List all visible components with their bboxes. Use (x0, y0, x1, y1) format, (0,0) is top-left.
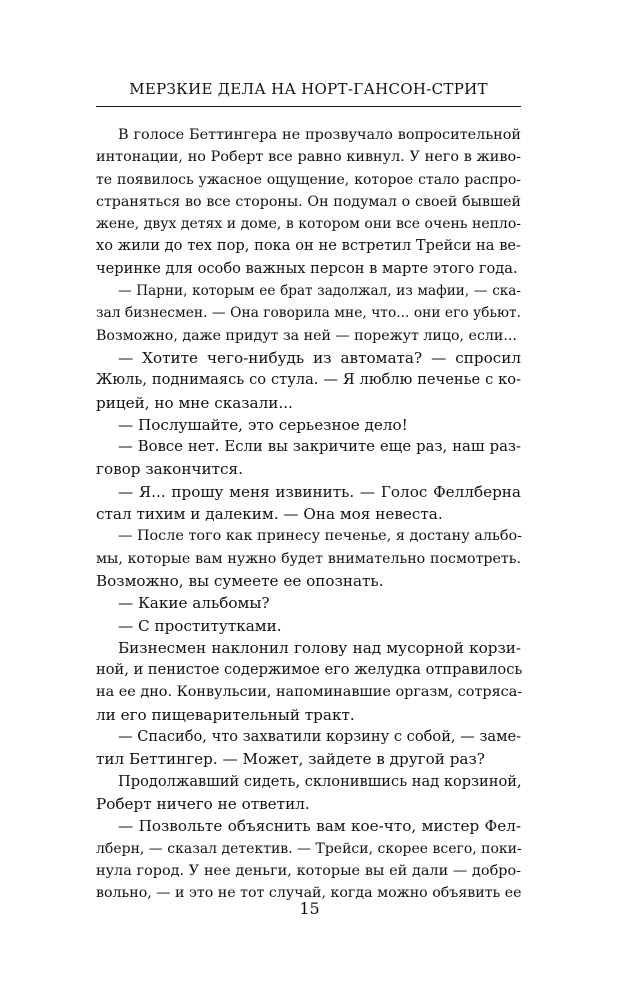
body-text (96, 124, 521, 904)
text-line: Роберт ничего не ответил. (96, 794, 310, 813)
text-line: рицей, но мне сказали... (96, 393, 293, 412)
running-header (96, 80, 521, 107)
text-line: вольно, — и это не тот случай, когда можно объявить ее (96, 885, 522, 902)
text-line: — Спасибо, что захватили корзину с собой, — заме- (118, 728, 522, 746)
text-line: — Хотите чего-нибудь из автомата? — спросил (118, 348, 521, 367)
text-line: — После того как принесу печенье, я достану альбо- (118, 528, 523, 545)
text-line: В голосе Беттингера не прозвучало вопросительной (118, 127, 521, 143)
text-line: Возможно, вы сумеете ее опознать. (96, 571, 384, 590)
text-line: зал бизнесмен. — Она говорила мне, что... они его убьют. (96, 305, 521, 322)
text-line: нула город. У нее деньги, которые вы ей дали — добро- (96, 862, 521, 879)
text-line: мы, которые вам нужно будет внимательно посмотреть. (96, 550, 521, 567)
text-line: жене, двух детях и доме, в котором они все очень непло- (96, 216, 521, 233)
text-line: стал тихим и далеким. — Она моя невеста. (96, 505, 443, 524)
text-line: Бизнесмен наклонил голову над мусорной корзи- (118, 638, 521, 657)
text-line: черинке для особо важных персон в марте этого года. (96, 259, 518, 277)
text-line: Жюль, поднимаясь со стула. — Я люблю печенье с ко- (96, 371, 521, 389)
text-line: — С проститутками. (118, 616, 282, 635)
text-line: — Какие альбомы? (118, 594, 270, 613)
text-line: — Послушайте, это серьезное дело! (118, 415, 408, 434)
text-line: тил Беттингер. — Может, зайдете в другой раз? (96, 750, 485, 769)
text-line: на ее дно. Конвульсии, напоминавшие оргазм, сотряса- (96, 684, 523, 701)
text-line: Продолжавший сидеть, склонившись над корзиной, (118, 772, 522, 790)
text-line: лберн, — сказал детектив. — Трейси, скорее всего, поки- (96, 840, 522, 857)
text-line: ли его пищеварительный тракт. (96, 705, 355, 724)
page-number: 15 (299, 899, 320, 918)
text-line: страняться во все стороны. Он подумал о своей бывшей (96, 193, 521, 210)
text-line: — Вовсе нет. Если вы закричите еще раз, наш раз- (118, 438, 521, 456)
text-line: хо жили до тех пор, пока он не встретил Трейси на ве- (96, 237, 521, 255)
text-line: Возможно, даже придут за ней — порежут лицо, если... (96, 327, 517, 344)
running-header-title: МЕРЗКИЕ ДЕЛА НА НОРТ-ГАНСОН-СТРИТ (129, 80, 488, 98)
text-line: — Я... прошу меня извинить. — Голос Феллберна (118, 482, 521, 501)
text-line: ной, и пенистое содержимое его желудка отправилось (96, 661, 523, 679)
text-line: — Парни, которым ее брат задолжал, из мафии, — ска- (118, 283, 521, 300)
text-line: говор закончится. (96, 460, 243, 479)
text-line: — Позвольте объяснить вам кое-что, мистер Фел- (118, 817, 521, 836)
text-line: интонации, но Роберт все равно кивнул. У него в живо- (96, 149, 521, 166)
text-line: те появилось ужасное ощущение, которое стало распро- (96, 171, 521, 188)
